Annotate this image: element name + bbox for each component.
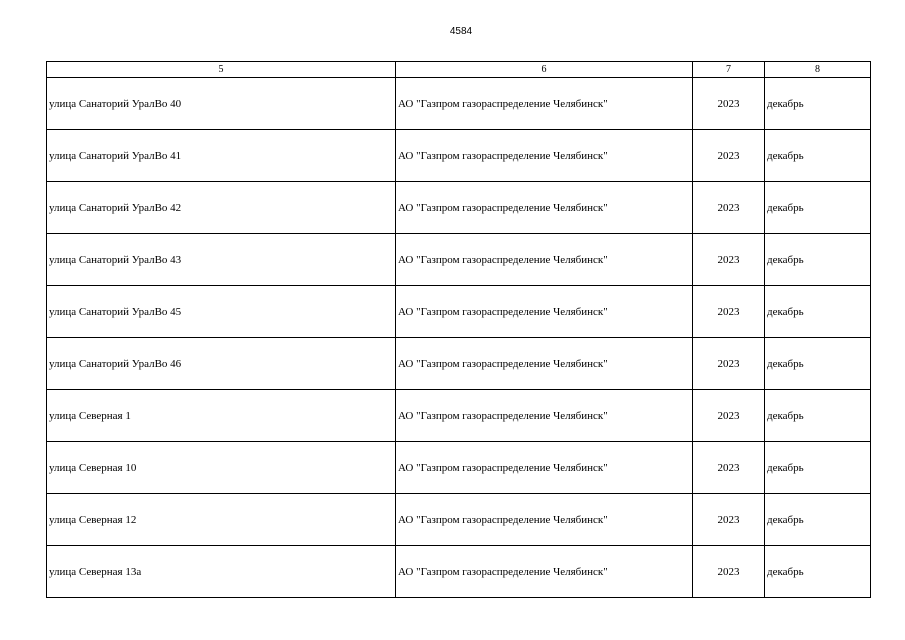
page-number: 4584 [449, 26, 473, 37]
year-cell: 2023 [693, 442, 765, 494]
month-cell: декабрь [765, 338, 871, 390]
address-cell: улица Санаторий УралВо 45 [47, 286, 396, 338]
year-cell: 2023 [693, 546, 765, 598]
year-cell: 2023 [693, 494, 765, 546]
address-cell: улица Северная 1 [47, 390, 396, 442]
organization-cell: АО "Газпром газораспределение Челябинск" [396, 234, 693, 286]
organization-cell: АО "Газпром газораспределение Челябинск" [396, 442, 693, 494]
table-row [47, 78, 871, 130]
table-row [47, 442, 871, 494]
year-cell: 2023 [693, 234, 765, 286]
year-cell: 2023 [693, 78, 765, 130]
address-cell: улица Северная 13а [47, 546, 396, 598]
month-cell: декабрь [765, 286, 871, 338]
column-header-7: 7 [693, 62, 765, 78]
header-row [47, 62, 871, 78]
address-cell: улица Санаторий УралВо 40 [47, 78, 396, 130]
month-cell: декабрь [765, 494, 871, 546]
month-cell: декабрь [765, 546, 871, 598]
month-cell: декабрь [765, 234, 871, 286]
table-row [47, 286, 871, 338]
year-cell: 2023 [693, 390, 765, 442]
organization-cell: АО "Газпром газораспределение Челябинск" [396, 338, 693, 390]
table-row [47, 494, 871, 546]
address-cell: улица Санаторий УралВо 41 [47, 130, 396, 182]
column-header-6: 6 [396, 62, 693, 78]
organization-cell: АО "Газпром газораспределение Челябинск" [396, 494, 693, 546]
year-cell: 2023 [693, 338, 765, 390]
year-cell: 2023 [693, 130, 765, 182]
column-header-5: 5 [47, 62, 396, 78]
month-cell: декабрь [765, 78, 871, 130]
organization-cell: АО "Газпром газораспределение Челябинск" [396, 182, 693, 234]
organization-cell: АО "Газпром газораспределение Челябинск" [396, 130, 693, 182]
address-cell: улица Санаторий УралВо 46 [47, 338, 396, 390]
table-row [47, 130, 871, 182]
organization-cell: АО "Газпром газораспределение Челябинск" [396, 390, 693, 442]
year-cell: 2023 [693, 286, 765, 338]
year-cell: 2023 [693, 182, 765, 234]
table-row [47, 546, 871, 598]
data-table [46, 61, 871, 598]
organization-cell: АО "Газпром газораспределение Челябинск" [396, 286, 693, 338]
table-row [47, 390, 871, 442]
table-row [47, 234, 871, 286]
column-header-8: 8 [765, 62, 871, 78]
address-cell: улица Санаторий УралВо 42 [47, 182, 396, 234]
address-cell: улица Северная 12 [47, 494, 396, 546]
table-row [47, 338, 871, 390]
organization-cell: АО "Газпром газораспределение Челябинск" [396, 78, 693, 130]
month-cell: декабрь [765, 442, 871, 494]
address-cell: улица Санаторий УралВо 43 [47, 234, 396, 286]
month-cell: декабрь [765, 182, 871, 234]
month-cell: декабрь [765, 390, 871, 442]
table-row [47, 182, 871, 234]
month-cell: декабрь [765, 130, 871, 182]
address-cell: улица Северная 10 [47, 442, 396, 494]
organization-cell: АО "Газпром газораспределение Челябинск" [396, 546, 693, 598]
